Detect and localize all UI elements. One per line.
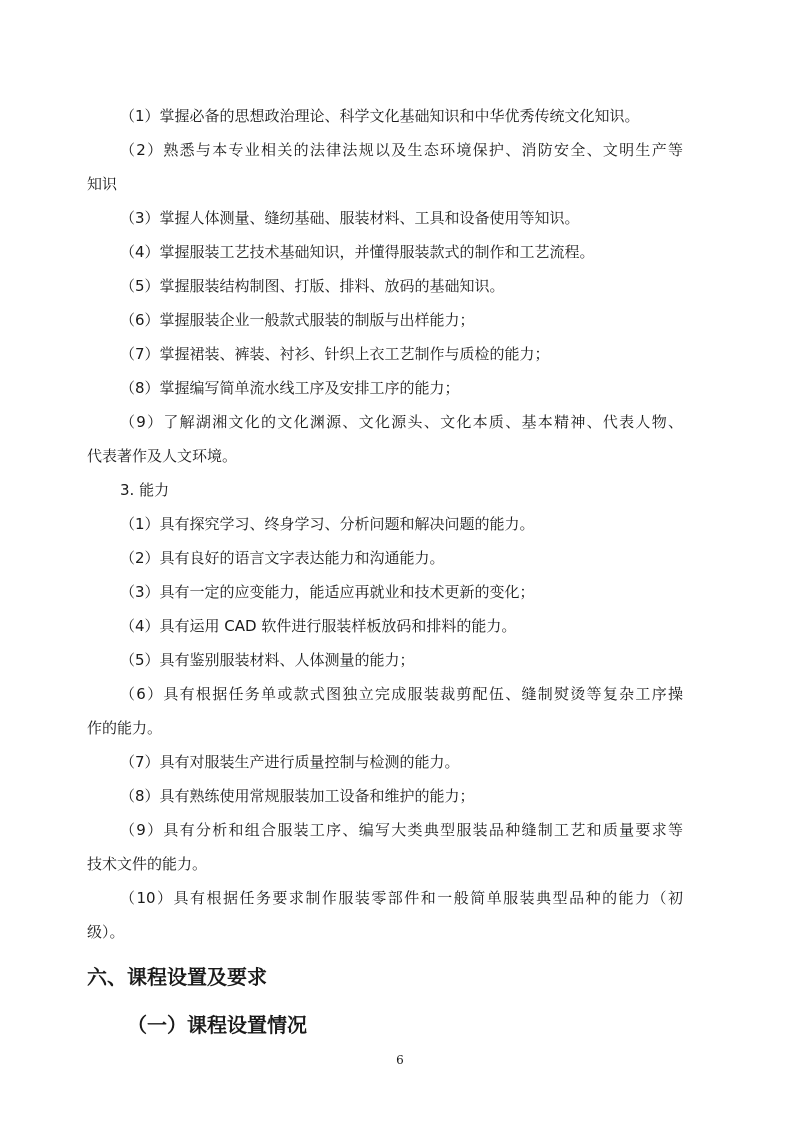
- knowledge-item-7: （7）掌握裙装、裤装、衬衫、针织上衣工艺制作与质检的能力；: [120, 345, 550, 363]
- knowledge-item-5: （5）掌握服装结构制图、打版、排料、放码的基础知识。: [120, 277, 505, 295]
- knowledge-item-3: （3）掌握人体测量、缝纫基础、服装材料、工具和设备使用等知识。: [120, 209, 580, 227]
- knowledge-item-9-cont: 代表著作及人文环境。: [87, 447, 238, 465]
- knowledge-item-2: （2）熟悉与本专业相关的法律法规以及生态环境保护、消防安全、文明生产等: [120, 141, 683, 159]
- ability-item-9-cont: 技术文件的能力。: [87, 855, 208, 873]
- page-number: 6: [396, 1053, 404, 1067]
- knowledge-item-1: （1）掌握必备的思想政治理论、科学文化基础知识和中华优秀传统文化知识。: [120, 107, 640, 125]
- ability-item-2: （2）具有良好的语言文字表达能力和沟通能力。: [120, 549, 445, 567]
- knowledge-item-9: （9）了解湖湘文化的文化渊源、文化源头、文化本质、基本精神、代表人物、: [120, 413, 683, 431]
- ability-item-7: （7）具有对服装生产进行质量控制与检测的能力。: [120, 753, 460, 771]
- ability-item-10-cont: 级）。: [87, 923, 125, 941]
- ability-heading: 3. 能力: [120, 481, 170, 499]
- ability-item-8: （8）具有熟练使用常规服装加工设备和维护的能力；: [120, 787, 475, 805]
- ability-item-1: （1）具有探究学习、终身学习、分析问题和解决问题的能力。: [120, 515, 535, 533]
- section-heading: 六、课程设置及要求: [87, 965, 267, 989]
- ability-item-10: （10）具有根据任务要求制作服装零部件和一般简单服装典型品种的能力（初: [120, 889, 683, 907]
- knowledge-item-2-cont: 知识: [87, 175, 118, 193]
- ability-item-6-cont: 作的能力。: [87, 719, 163, 737]
- ability-item-4: （4）具有运用 CAD 软件进行服装样板放码和排料的能力。: [120, 617, 517, 635]
- ability-item-3: （3）具有一定的应变能力，能适应再就业和技术更新的变化；: [120, 583, 535, 601]
- ability-item-6: （6）具有根据任务单或款式图独立完成服装裁剪配伍、缝制熨烫等复杂工序操: [120, 685, 683, 703]
- knowledge-item-6: （6）掌握服装企业一般款式服装的制版与出样能力；: [120, 311, 475, 329]
- ability-item-5: （5）具有鉴别服装材料、人体测量的能力；: [120, 651, 415, 669]
- knowledge-item-4: （4）掌握服装工艺技术基础知识，并懂得服装款式的制作和工艺流程。: [120, 243, 595, 261]
- knowledge-item-8: （8）掌握编写简单流水线工序及安排工序的能力；: [120, 379, 460, 397]
- subsection-heading: （一）课程设置情况: [127, 1013, 307, 1037]
- ability-item-9: （9）具有分析和组合服装工序、编写大类典型服装品种缝制工艺和质量要求等: [120, 821, 683, 839]
